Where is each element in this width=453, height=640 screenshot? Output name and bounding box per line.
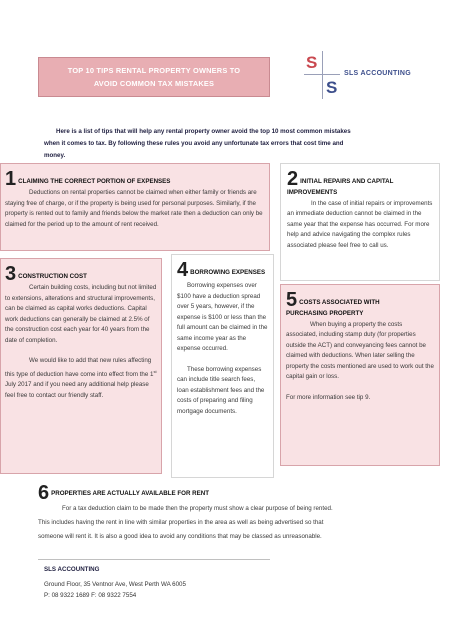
tip-3-heading: CONSTRUCTION COST xyxy=(18,272,87,280)
tip-6-heading: PROPERTIES ARE ACTUALLY AVAILABLE FOR RENT xyxy=(51,490,210,497)
tip-4-body-1: Borrowing expenses over $100 have a deduction spread over 5 years, however, if the expense is $100 or less than the full amount can be claimed in the same income year as the expense occurred. xyxy=(177,282,268,352)
intro-line-3: money. xyxy=(44,152,66,159)
intro-paragraph xyxy=(44,126,414,162)
logo-company-name: SLS ACCOUNTING xyxy=(344,70,411,77)
tip-3-body-2 xyxy=(5,356,157,401)
intro-line-2: when it comes to tax. By following these rules you avoid any unfortunate tax errors that cost time and xyxy=(44,140,344,147)
tip-5-header xyxy=(286,291,434,309)
tip-6-section xyxy=(38,484,438,544)
tip-1-body: Deductions on rental properties cannot be claimed when either family or friends are staying free of charge, or if the property is being used for personal purposes. Similarly, if the property is rented out to family and friends below the market rate then a deduction can only be claimed for the period up to the amount of rent received. xyxy=(5,189,263,228)
logo-letter-blue: S xyxy=(326,78,338,97)
tip-5-heading-line-1: COSTS ASSOCIATED WITH xyxy=(299,298,380,306)
tip-2-heading-line-1: INITIAL REPAIRS AND CAPITAL xyxy=(300,177,394,185)
tip-3-header xyxy=(5,265,157,283)
logo-vertical-line xyxy=(322,51,323,99)
tip-4-number: 4 xyxy=(177,259,189,281)
logo-horizontal-line xyxy=(304,74,340,75)
tip-5-box xyxy=(280,284,440,466)
footer-contact xyxy=(44,564,186,601)
tip-1-number: 1 xyxy=(5,168,17,190)
tip-4-body-2: These borrowing expenses can include title search fees, loan establishment fees and the costs of preparing and filing mortgage documents. xyxy=(177,365,265,415)
intro-line-1: Here is a list of tips that will help any rental property owner avoid the top 10 most common mistakes xyxy=(56,128,351,135)
tip-6-line-3: someone will rent it. It is also a good idea to avoid any conditions that may be classed as unreasonable. xyxy=(38,533,322,540)
tip-4-header xyxy=(177,261,268,279)
tip-1-box xyxy=(0,163,270,251)
footer-address: Ground Floor, 35 Ventnor Ave, West Perth WA 6005 xyxy=(44,581,186,588)
tip-2-heading-line-2: IMPROVEMENTS xyxy=(287,189,338,196)
footer-company-name: SLS ACCOUNTING xyxy=(44,566,100,573)
tip-3-body-2-pre: We would like to add that new rules affecting this type of deduction have come into effect from the 1 xyxy=(5,357,154,378)
tip-3-number: 3 xyxy=(5,263,17,285)
tip-6-number: 6 xyxy=(38,482,50,504)
tip-1-header xyxy=(5,170,265,188)
title-line-1: TOP 10 TIPS RENTAL PROPERTY OWNERS TO xyxy=(67,66,241,75)
tip-4-box xyxy=(171,254,274,478)
tip-6-line-2: This includes having the rent in line with similar properties in the area as well as being advertised so that xyxy=(38,519,324,526)
title-line-2: AVOID COMMON TAX MISTAKES xyxy=(93,79,215,88)
tip-4-heading: BORROWING EXPENSES xyxy=(190,268,266,276)
tip-3-box xyxy=(0,258,162,474)
tip-1-heading: CLAIMING THE CORRECT PORTION OF EXPENSES xyxy=(18,177,171,185)
tip-5-number: 5 xyxy=(286,289,298,311)
company-logo xyxy=(294,51,434,105)
tip-2-number: 2 xyxy=(287,168,299,190)
tip-2-body: In the case of initial repairs or improvements an immediate deduction cannot be claimed in the same year that the expense has occurred. For more help and advice navigating the complex rules associated please feel free to call us. xyxy=(287,199,433,249)
tip-3-body-1: Certain building costs, including but not limited to extensions, alterations and structural improvements, can be claimed as capital works deductions. Capital work deductions can generally be claimed at 2.5% of the construction cost each year for 40 years from the date of completion. xyxy=(5,284,157,344)
tip-3-body-2-post: July 2017 and if you need any additional help please feel free to contact our friendly staff. xyxy=(5,381,149,399)
tip-3-body-2-sup: st xyxy=(153,368,157,374)
tip-6-line-1: For a tax deduction claim to be made then the property must show a clear purpose of being rented. xyxy=(62,505,333,512)
document-title xyxy=(38,57,270,97)
logo-letter-red: S xyxy=(306,53,318,72)
tip-5-body-1: When buying a property the costs associated, including stamp duty (for properties outside the ACT) and conveyancing fees cannot be claimed with deductions. When later selling the property the costs mentioned are used to work out the capital gain or loss. xyxy=(286,320,434,380)
tip-2-box xyxy=(280,163,440,281)
tip-2-header xyxy=(287,170,433,188)
tip-5-body-2: For more information see tip 9. xyxy=(286,393,371,401)
tip-5-heading-line-2: PURCHASING PROPERTY xyxy=(286,310,364,317)
tip-6-header xyxy=(38,484,438,502)
footer-divider xyxy=(38,559,270,560)
footer-phone: P: 08 9322 1689 F: 08 9322 7554 xyxy=(44,592,137,599)
